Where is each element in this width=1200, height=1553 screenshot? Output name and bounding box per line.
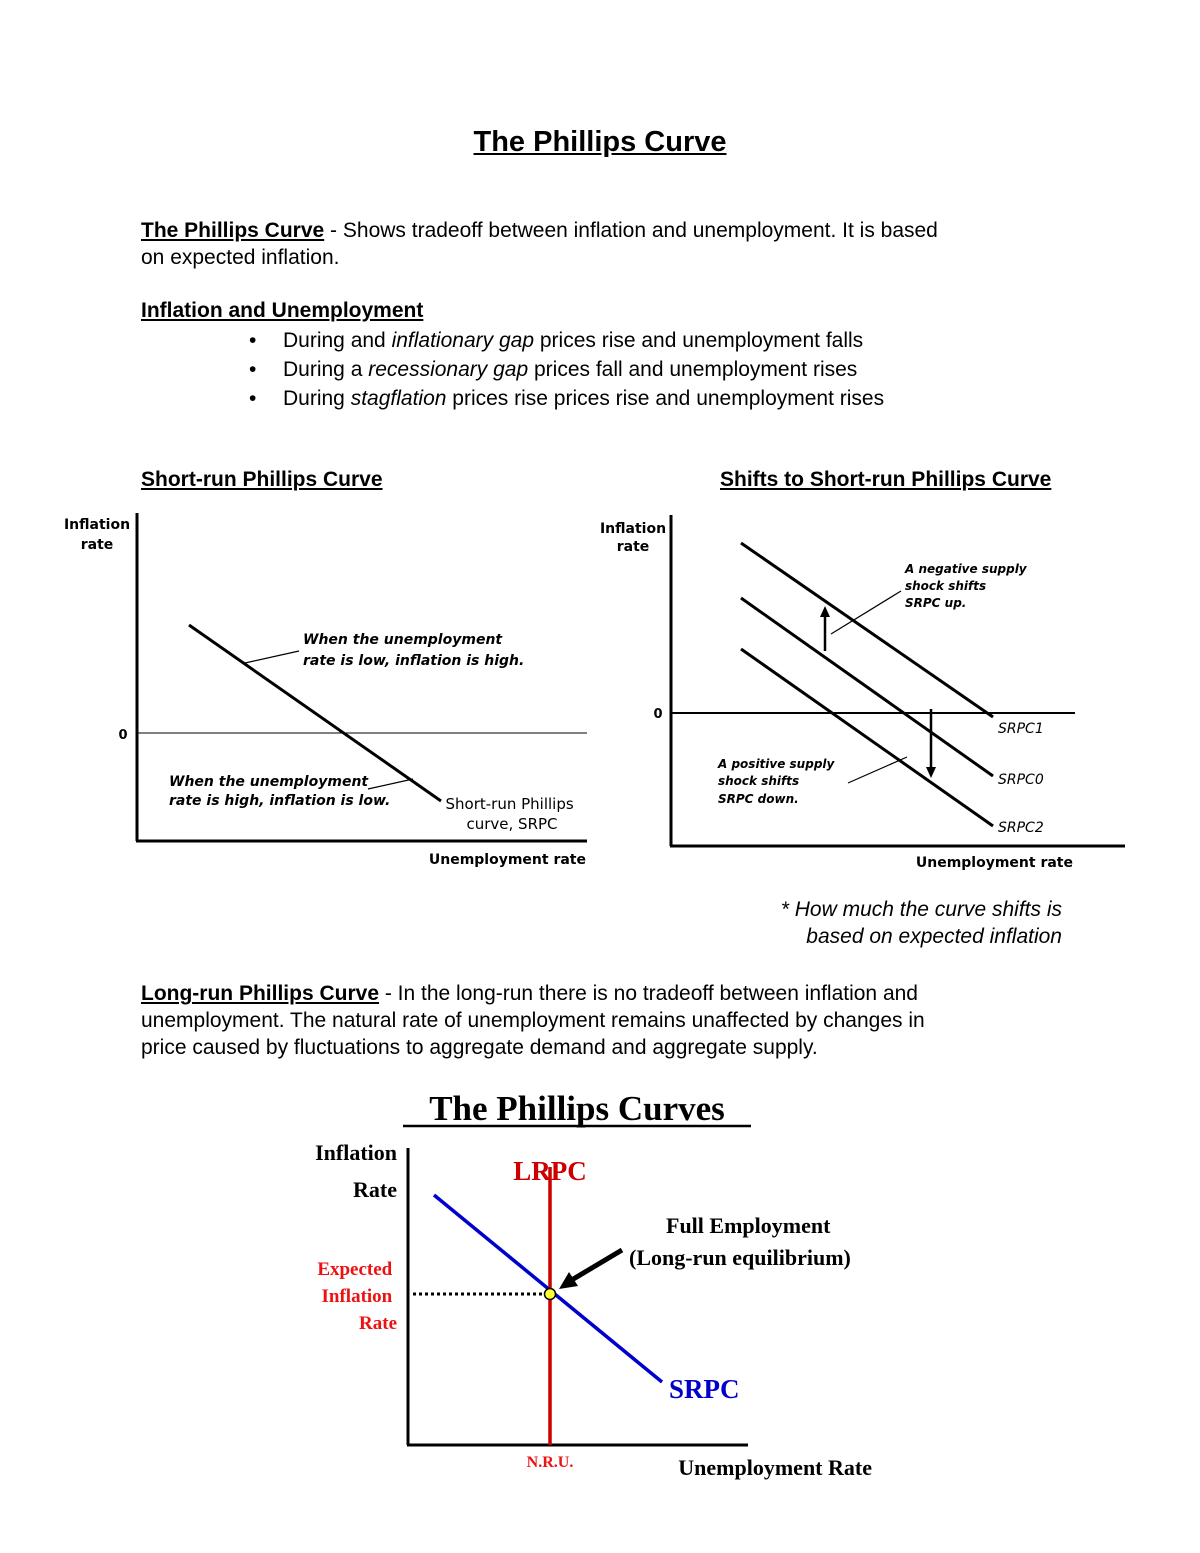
y-axis-label: Inflation xyxy=(315,1140,397,1165)
y-axis-label: rate xyxy=(616,539,650,555)
definition-paragraph xyxy=(141,217,1101,271)
srpc0-label: SRPC0 xyxy=(998,772,1044,788)
lrpc-term: Long-run Phillips Curve xyxy=(141,982,380,1005)
y-axis-label: rate xyxy=(80,537,114,553)
annotation-pointer xyxy=(245,651,299,663)
bullet-list xyxy=(245,326,884,413)
equilibrium-arrow-icon xyxy=(570,1250,622,1281)
x-axis-label: Unemployment Rate xyxy=(678,1455,872,1480)
annotation-pointer xyxy=(368,779,413,789)
srpc-heading: Short-run Phillips Curve xyxy=(141,468,383,491)
srpc-label: SRPC xyxy=(669,1374,740,1404)
list-item: • During and inflationary gap prices rise and unemployment falls xyxy=(245,326,884,355)
expected-inflation-label: Expected Inflation Rate xyxy=(317,1259,397,1334)
x-axis-label: Unemployment rate xyxy=(915,855,1073,871)
annotation-low: When the unemployment rate is high, inflation is low. xyxy=(169,774,391,809)
page-title: The Phillips Curve xyxy=(473,126,727,158)
lrpc-label: LRPC xyxy=(513,1156,587,1186)
up-arrow-head-icon xyxy=(820,606,830,617)
definition-text-2: on expected inflation. xyxy=(141,246,340,269)
curve-label: Short-run Phillips curve, SRPC xyxy=(445,795,574,833)
annotation-high: When the unemployment rate is low, inflation is high. xyxy=(303,632,525,669)
nru-label: N.R.U. xyxy=(526,1454,574,1471)
shifts-chart xyxy=(595,505,1135,877)
zero-tick-label: 0 xyxy=(653,707,663,722)
srpc0-line xyxy=(741,598,993,776)
srpc2-label: SRPC2 xyxy=(998,820,1044,836)
definition-text-1: - Shows tradeoff between inflation and unemployment. It is based xyxy=(324,219,938,242)
lrpc-paragraph: Long-run Phillips Curve - In the long-run there is no tradeoff between inflation and unemployment. The natural rate of unemployment remains unaffected by changes in price caused by fluctuations to aggregate demand and aggregate supply. xyxy=(141,982,925,1059)
annotation-down: A positive supply shock shifts SRPC down. xyxy=(718,757,835,806)
list-item: • During stagflation prices rise prices rise and unemployment rises xyxy=(245,384,884,413)
down-arrow-head-icon xyxy=(926,767,936,778)
srpc-chart xyxy=(55,505,600,875)
annotation-pointer xyxy=(848,757,907,783)
y-axis-label: Inflation xyxy=(63,517,131,533)
shifts-heading: Shifts to Short-run Phillips Curve xyxy=(720,468,1052,491)
x-axis-label: Unemployment rate xyxy=(428,852,586,868)
annotation-up: A negative supply shock shifts SRPC up. xyxy=(905,562,1027,610)
definition-term: The Phillips Curve xyxy=(141,219,325,242)
equilibrium-point xyxy=(545,1289,556,1300)
zero-tick-label: 0 xyxy=(118,728,128,743)
equilibrium-label: Full Employment (Long-run equilibrium) xyxy=(629,1213,851,1270)
y-axis-label: Inflation xyxy=(599,521,667,537)
shift-note: * How much the curve shifts is based on expected inflation xyxy=(780,898,1062,948)
section-heading-inflation-unemployment: Inflation and Unemployment xyxy=(141,299,424,322)
srpc1-label: SRPC1 xyxy=(998,721,1044,737)
y-axis-label: Rate xyxy=(353,1177,397,1202)
lrpc-chart xyxy=(280,1082,900,1492)
list-item: • During a recessionary gap prices fall and unemployment rises xyxy=(245,355,884,384)
chart-title: The Phillips Curves xyxy=(429,1089,725,1128)
